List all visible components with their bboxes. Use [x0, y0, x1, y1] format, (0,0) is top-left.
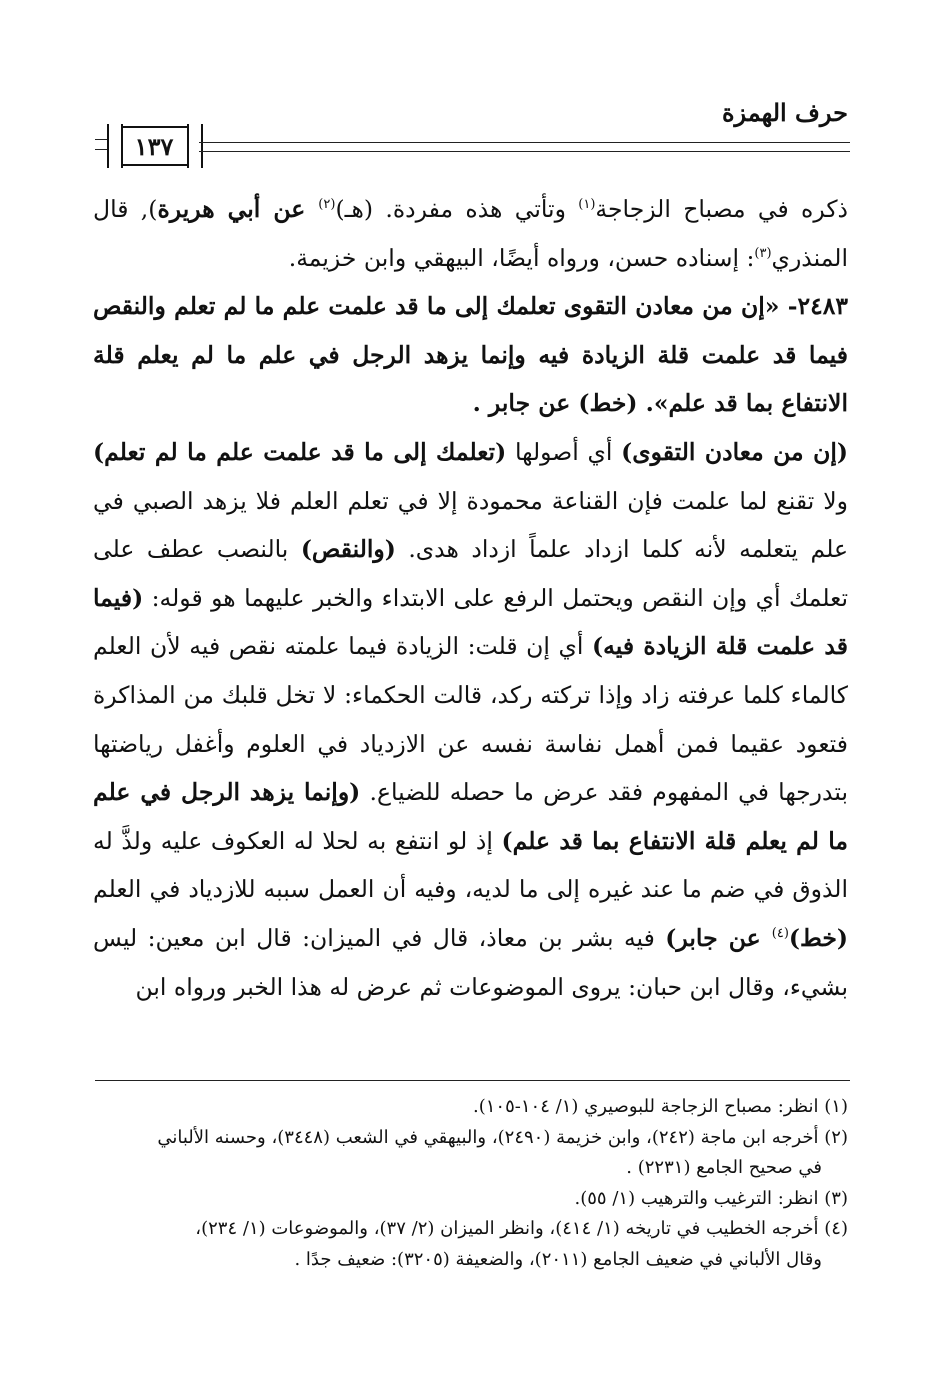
text-run: وتأتي هذه مفردة. (هـ)	[335, 195, 579, 223]
paragraph-1	[93, 185, 848, 282]
footnote-marker-1: (١)	[578, 197, 596, 213]
footnote-marker-2: (٢)	[318, 197, 336, 213]
double-rule	[199, 142, 850, 152]
header-rule	[95, 120, 850, 170]
text-run: : إسناده حسن، ورواه أيضًا، البيهقي وابن خزيمة.	[288, 243, 755, 272]
text-run: ولا تقنع لما علمت فإن القناعة محمودة إلا في تعلم العلم فلا يزهد الصبي في علم يتعلمه لأنه كلما ازداد علماً ازداد هدى.	[93, 486, 848, 564]
text-run: أي إن قلت: الزيادة فيما علمته نقص فيه لأن العلم كالماء كلما عرفته زاد وإذا تركته ركد، قالت الحكماء: لا تخل قلبك من المذاكرة فتعود عقيما فمن أهمل نفاسة نفسه عن الازدياد في العلوم وأغفل رياضتها بتدرجها في المفهوم فقد عرض ما حصله للضياع.	[93, 632, 848, 807]
text-run: أي أصولها	[506, 437, 622, 466]
text-run: إذ لو انتفع به لحلا له العكوف عليه ولذَّ له الذوق في ضم ما عند غيره إلى ما لديه، وفيه أن العمل سببه للازدياد في العلم	[93, 826, 848, 904]
footnote-1: (١) انظر: مصباح الزجاجة للبوصيري (١/ ١٠٤-١٠٥).	[473, 1096, 848, 1117]
page-number: ١٣٧	[134, 131, 174, 161]
footnote-3: (٣) انظر: الترغيب والترهيب (١/ ٥٥).	[574, 1187, 848, 1209]
text-run: ذكره في مصباح الزجاجة	[595, 195, 848, 223]
bold-run: (فيما قد علمت قلة الزيادة فيه)	[93, 583, 849, 661]
running-head: حرف الهمزة	[721, 98, 848, 127]
footnote-4-continued: وقال الألباني في ضعيف الجامع (٢٠١١)، والضعيفة (٣٢٠٥): ضعيف جدًا .	[294, 1248, 822, 1270]
text-run: ), قال المنذري	[93, 195, 848, 272]
footnote-4: (٤) أخرجه الخطيب في تاريخه (١/ ٤١٤)، وانظر الميزان (٢/ ٣٧)، والموضوعات (١/ ٢٣٤)،	[195, 1218, 848, 1239]
page-number-box	[109, 126, 199, 166]
footnotes	[93, 1092, 848, 1275]
bold-run: عن أبي هريرة	[157, 195, 319, 223]
main-text	[93, 185, 848, 1011]
footnote-separator	[95, 1080, 850, 1081]
bold-run: (والنقص)	[300, 535, 396, 564]
bold-run: (وإنما يزهد الرجل في علم ما لم يعلم قلة الانتفاع بما قد علم)	[93, 778, 848, 855]
text-run: فيه بشر بن معاذ، قال في الميزان: قال ابن معين: ليس بشيء، وقال ابن حبان: يروى الموضوعات ثم عرض له هذا الخبر ورواه ابن	[93, 923, 848, 1001]
bold-run: (إن من معادن التقوى)	[621, 437, 848, 466]
footnote-2: (٢) أخرجه ابن ماجة (٢٤٢)، وابن خزيمة (٢٤٩٠)، والبيهقي في الشعب (٣٤٤٨)، وحسنه الألباني	[157, 1126, 848, 1148]
bold-run: (خط)	[788, 923, 848, 952]
footnote-marker-3: (٣)	[754, 245, 772, 261]
footnote-marker-4: (٤)	[771, 926, 789, 942]
hadith-2483	[93, 282, 848, 428]
text-run: بالنصب عطف على تعلمك أي وإن النقص ويحتمل الرفع على الابتداء والخبر عليهما هو قوله:	[93, 535, 848, 612]
bold-run: عن جابر)	[665, 923, 772, 952]
commentary-paragraph	[93, 428, 848, 1011]
footnote-2-continued: في صحيح الجامع (٢٢٣١) .	[626, 1157, 822, 1178]
hadith-text: ٢٤٨٣- «إن من معادن التقوى تعلمك إلى ما قد علمت علم ما لم تعلم والنقص فيما قد علمت قلة الزيادة فيه وإنما يزهد الرجل في علم ما لم يعلم قلة الانتفاع بما قد علم». (خط) عن جابر .	[93, 292, 848, 418]
bold-run: (تعلمك إلى ما قد علمت علم ما لم تعلم)	[93, 437, 507, 466]
